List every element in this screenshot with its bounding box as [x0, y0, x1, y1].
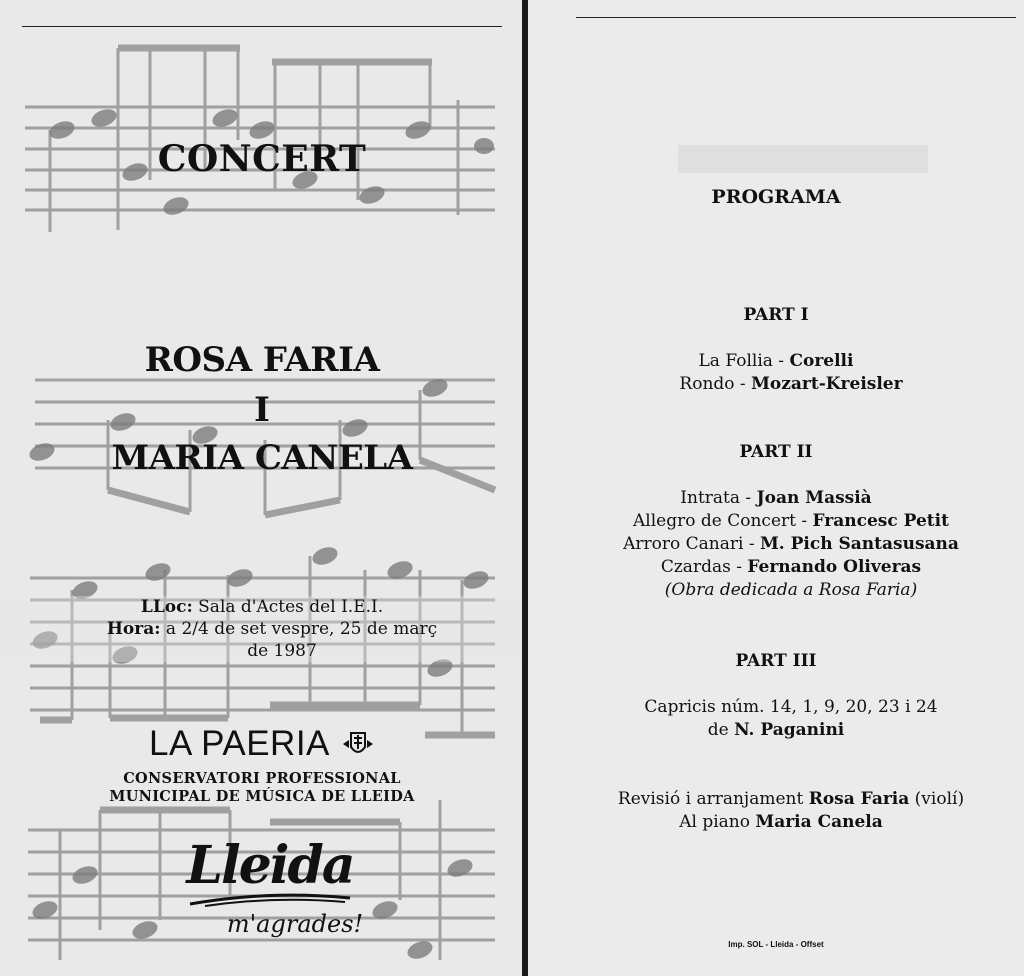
place-label: LLoc:	[140, 597, 193, 617]
place-value: Sala d'Actes del I.E.I.	[198, 597, 384, 617]
credits	[528, 788, 1024, 834]
performer-1: ROSA FARIA	[144, 340, 380, 380]
place-line	[0, 596, 524, 618]
time-value: a 2/4 de set vespre, 25 de març	[165, 619, 438, 639]
conservatory-line-1: CONSERVATORI PROFESSIONAL	[123, 770, 401, 787]
conservatory	[0, 770, 524, 806]
cover-title: CONCERT	[157, 138, 367, 180]
time-year: de 1987	[247, 641, 317, 661]
performer-2: MARIA CANELA	[111, 438, 413, 478]
institution-block	[0, 724, 524, 764]
coat-of-arms-icon	[341, 729, 375, 759]
time-line	[0, 618, 524, 640]
dedication-note: (Obra dedicada a Rosa Faria)	[664, 580, 918, 600]
part-2-items	[528, 487, 1024, 602]
programme-item: Czardas - Fernando Oliveras	[660, 557, 922, 577]
show-through-ghost	[678, 140, 938, 189]
programme-item: Capricis núm. 14, 1, 9, 20, 23 i 24	[644, 697, 938, 717]
programme-heading: PROGRAMA	[711, 186, 841, 208]
part-3-title: PART III	[735, 651, 817, 671]
conjunction: I	[254, 390, 270, 430]
institution-name: LA PAERIA	[149, 724, 330, 763]
event-details	[0, 596, 524, 662]
time-label: Hora:	[106, 619, 161, 639]
logo-tagline: m'agrades!	[226, 910, 364, 938]
part-2-title: PART II	[739, 442, 813, 462]
programme-panel	[528, 0, 1024, 976]
printer-credit: Imp. SOL - Lleida - Offset	[728, 940, 824, 949]
credit-line: Al piano Maria Canela	[679, 812, 883, 832]
programme-item: de N. Paganini	[707, 720, 845, 740]
programme-item: Arroro Canari - M. Pich Santasusana	[623, 534, 959, 554]
conservatory-line-2: MUNICIPAL DE MÚSICA DE LLEIDA	[109, 788, 415, 805]
part-1-title: PART I	[743, 305, 809, 325]
part-3-items	[528, 696, 1024, 742]
programme-item: Allegro de Concert - Francesc Petit	[633, 511, 949, 531]
programme-top-rule	[576, 17, 1016, 18]
programme-item: La Follia - Corelli	[698, 351, 854, 371]
programme-item: Intrata - Joan Massià	[680, 488, 872, 508]
lleida-logo	[170, 836, 370, 938]
logo-text: Lleida	[186, 835, 354, 896]
part-1-items	[528, 350, 1024, 396]
programme-item: Rondo - Mozart-Kreisler	[679, 374, 903, 394]
credit-line: Revisió i arranjament Rosa Faria (violí)	[617, 789, 965, 809]
